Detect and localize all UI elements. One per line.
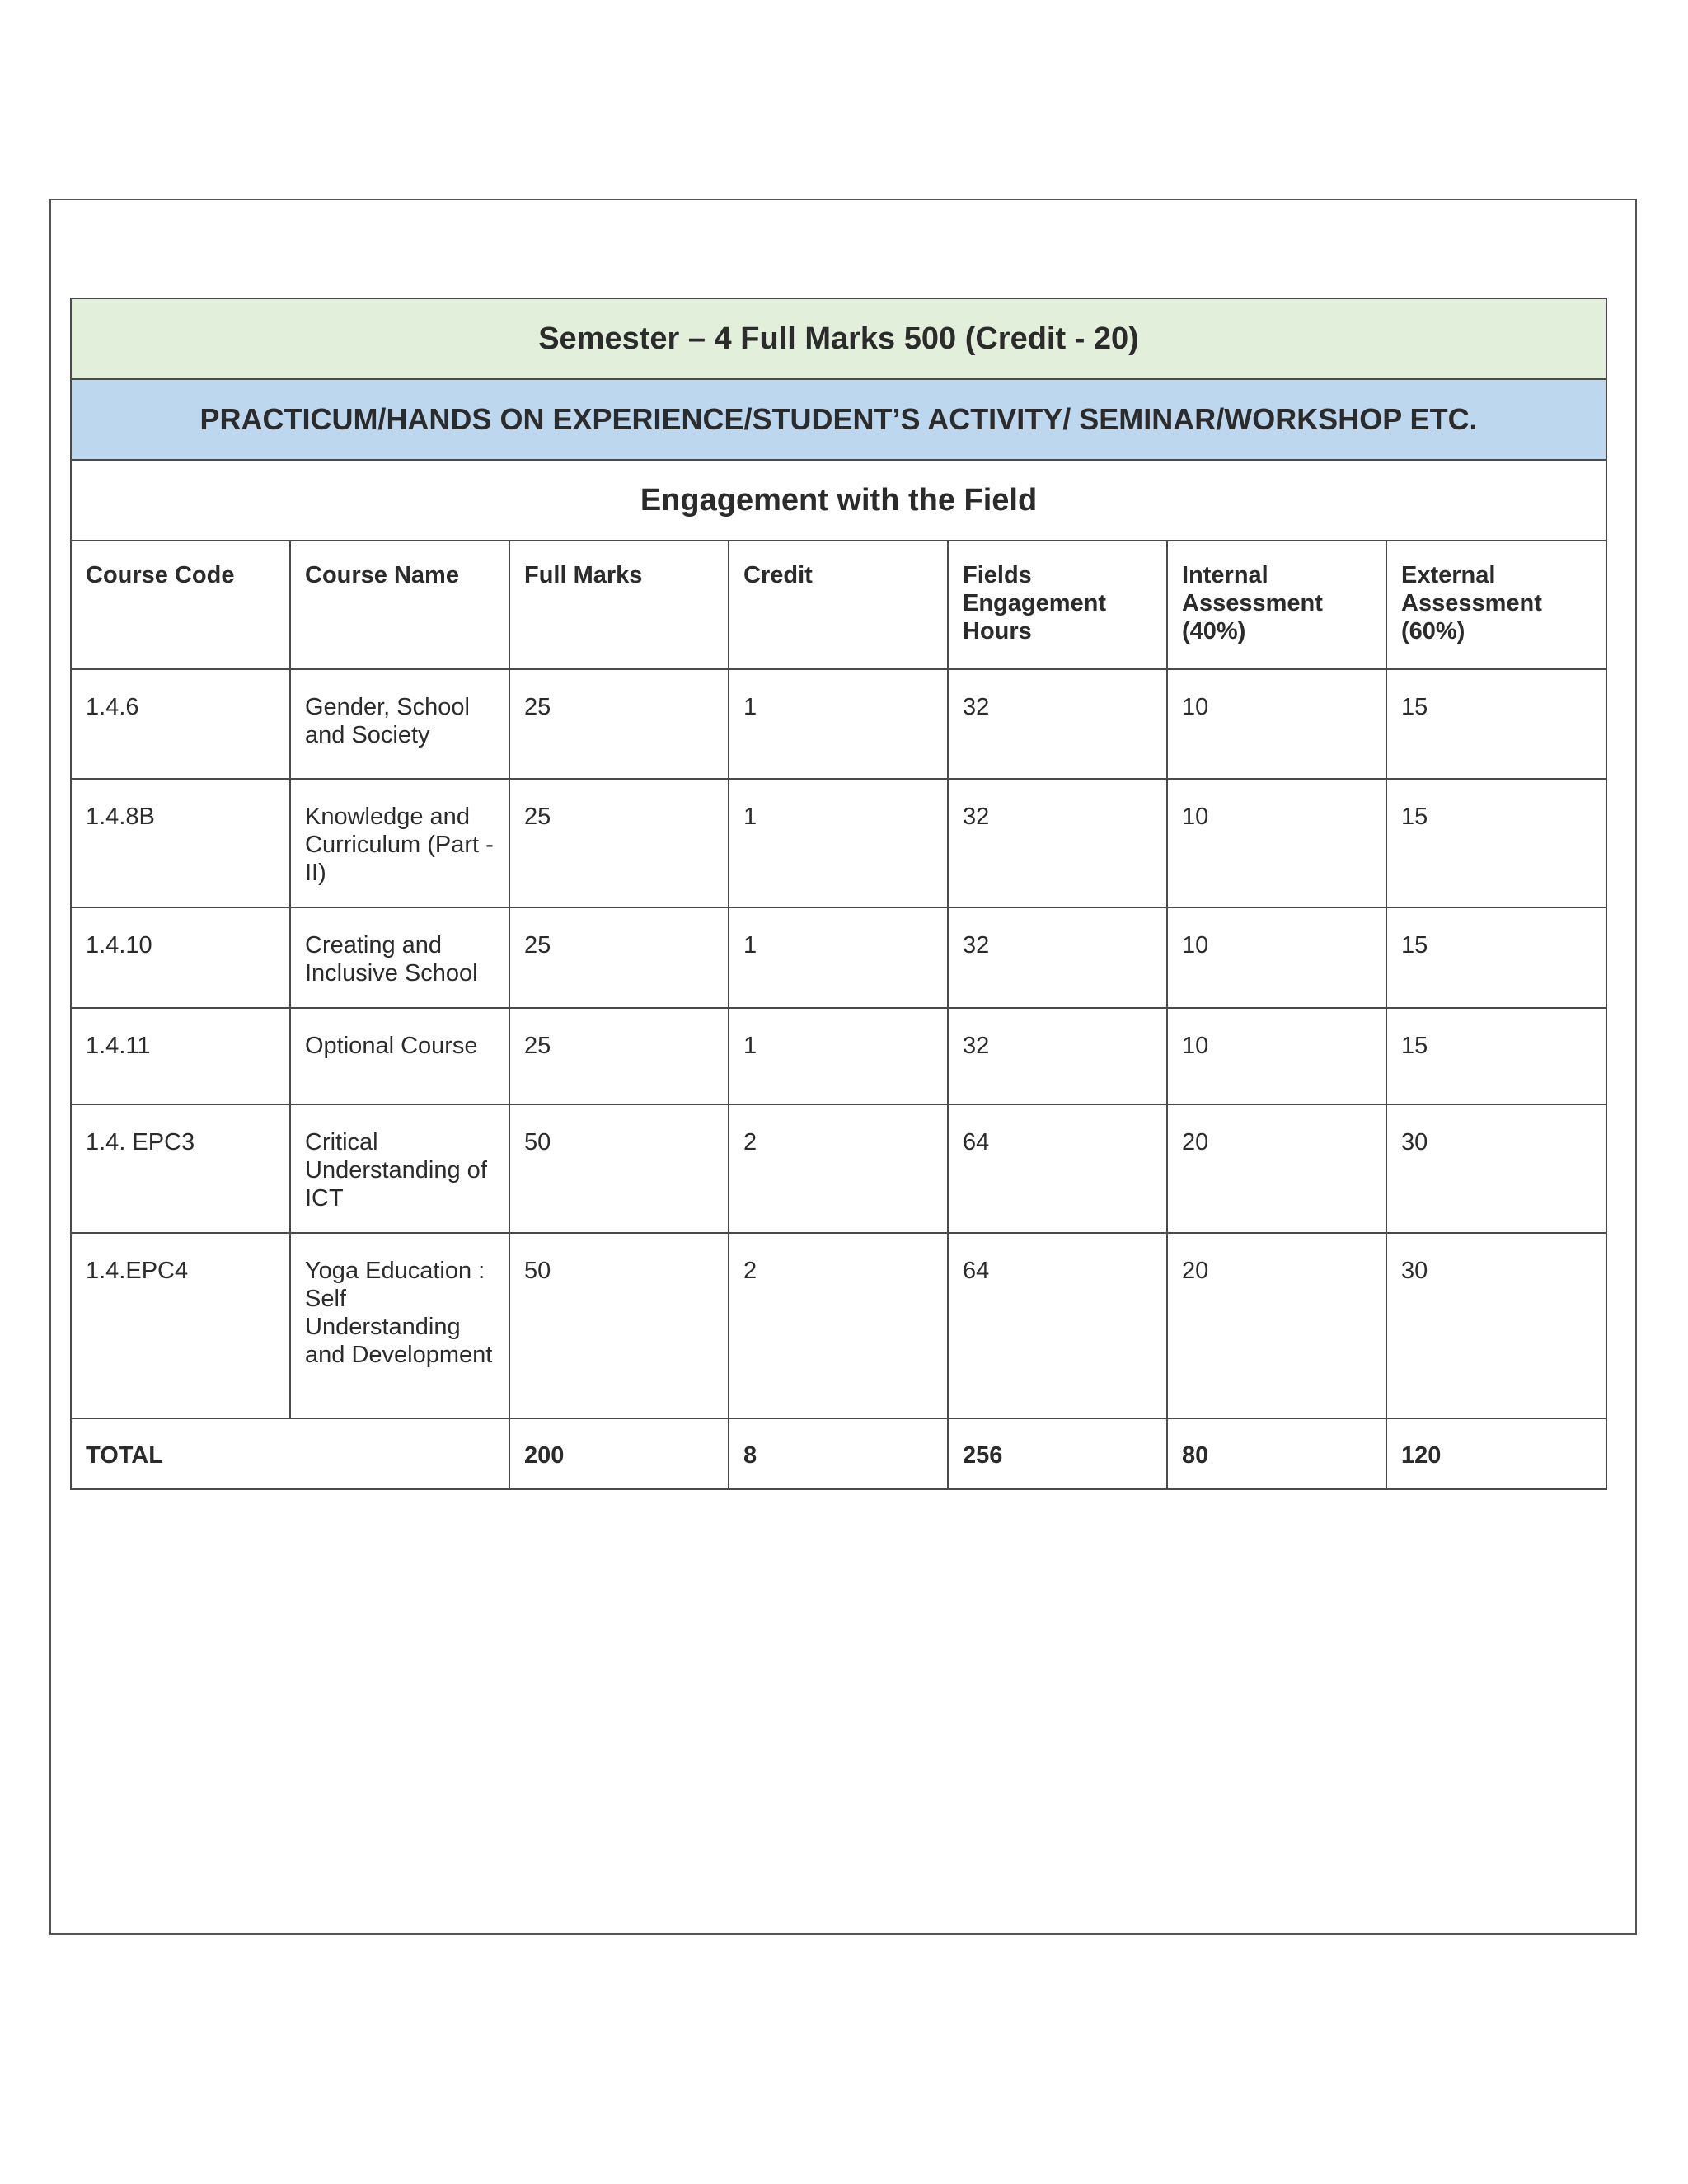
external-cell: 15 [1386, 1008, 1606, 1104]
hours-cell: 32 [948, 1008, 1167, 1104]
total-row [71, 1418, 1606, 1489]
internal-cell: 10 [1167, 779, 1386, 907]
header-course-code: Course Code [71, 541, 290, 669]
external-cell: 30 [1386, 1233, 1606, 1418]
course-name-cell: Yoga Education : Self Understanding and Development [290, 1233, 509, 1418]
header-fields-engagement-hours: Fields Engagement Hours [948, 541, 1167, 669]
full-marks-cell: 25 [509, 1008, 729, 1104]
course-name-cell: Knowledge and Curriculum (Part -II) [290, 779, 509, 907]
credit-cell: 2 [729, 1104, 948, 1233]
external-cell: 15 [1386, 669, 1606, 779]
total-hours: 256 [948, 1418, 1167, 1489]
full-marks-cell: 50 [509, 1233, 729, 1418]
course-name-cell: Gender, School and Society [290, 669, 509, 779]
course-name-cell: Creating and Inclusive School [290, 907, 509, 1008]
table-row [71, 1008, 1606, 1104]
table-row [71, 779, 1606, 907]
header-row [71, 541, 1606, 669]
course-name-cell: Optional Course [290, 1008, 509, 1104]
course-code-cell: 1.4. EPC3 [71, 1104, 290, 1233]
header-full-marks: Full Marks [509, 541, 729, 669]
internal-cell: 10 [1167, 1008, 1386, 1104]
hours-cell: 32 [948, 907, 1167, 1008]
hours-cell: 32 [948, 779, 1167, 907]
table-row [71, 1233, 1606, 1418]
full-marks-cell: 25 [509, 669, 729, 779]
table-row [71, 669, 1606, 779]
credit-cell: 1 [729, 1008, 948, 1104]
section-row [71, 460, 1606, 541]
full-marks-cell: 25 [509, 907, 729, 1008]
internal-cell: 20 [1167, 1233, 1386, 1418]
internal-cell: 10 [1167, 907, 1386, 1008]
section-title: Engagement with the Field [71, 460, 1606, 541]
credit-cell: 2 [729, 1233, 948, 1418]
table-row [71, 1104, 1606, 1233]
credit-cell: 1 [729, 907, 948, 1008]
hours-cell: 64 [948, 1233, 1167, 1418]
header-external-assessment: External Assessment (60%) [1386, 541, 1606, 669]
course-code-cell: 1.4.EPC4 [71, 1233, 290, 1418]
header-course-name: Course Name [290, 541, 509, 669]
full-marks-cell: 25 [509, 779, 729, 907]
full-marks-cell: 50 [509, 1104, 729, 1233]
internal-cell: 20 [1167, 1104, 1386, 1233]
course-code-cell: 1.4.6 [71, 669, 290, 779]
course-table [70, 298, 1607, 1490]
course-code-cell: 1.4.10 [71, 907, 290, 1008]
credit-cell: 1 [729, 669, 948, 779]
internal-cell: 10 [1167, 669, 1386, 779]
hours-cell: 64 [948, 1104, 1167, 1233]
external-cell: 30 [1386, 1104, 1606, 1233]
course-code-cell: 1.4.11 [71, 1008, 290, 1104]
table-row [71, 907, 1606, 1008]
total-credit: 8 [729, 1418, 948, 1489]
practicum-row [71, 379, 1606, 460]
total-full-marks: 200 [509, 1418, 729, 1489]
semester-row [71, 298, 1606, 379]
total-external: 120 [1386, 1418, 1606, 1489]
semester-title: Semester – 4 Full Marks 500 (Credit - 20) [71, 298, 1606, 379]
practicum-title: PRACTICUM/HANDS ON EXPERIENCE/STUDENT’S ACTIVITY/ SEMINAR/WORKSHOP ETC. [71, 379, 1606, 460]
total-label: TOTAL [71, 1418, 509, 1489]
external-cell: 15 [1386, 907, 1606, 1008]
course-name-cell: Critical Understanding of ICT [290, 1104, 509, 1233]
hours-cell: 32 [948, 669, 1167, 779]
credit-cell: 1 [729, 779, 948, 907]
external-cell: 15 [1386, 779, 1606, 907]
course-code-cell: 1.4.8B [71, 779, 290, 907]
header-credit: Credit [729, 541, 948, 669]
header-internal-assessment: Internal Assessment (40%) [1167, 541, 1386, 669]
total-internal: 80 [1167, 1418, 1386, 1489]
